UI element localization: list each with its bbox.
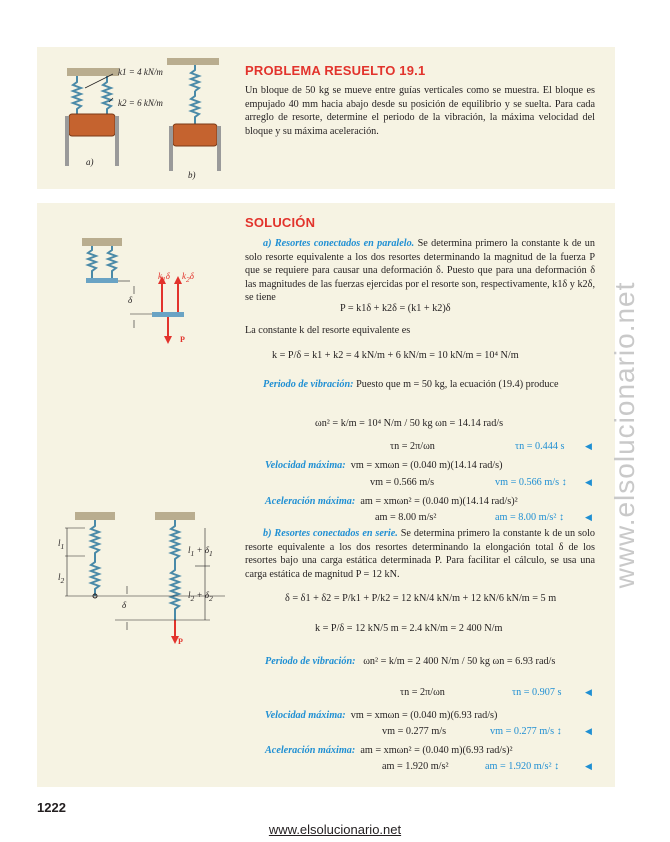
- problem-text: Un bloque de 50 kg se mueve entre guías verticales como se muestra. El bloque es empujado 40 mm hacia abajo desde su posición de equilibrio y se suelta. Para cada arreglo de resorte, determine el periodo de la vibración, la máxima velocidad del bloque y su máxima aceleración.: [245, 85, 595, 137]
- l1-delta1-label: $l_1 + \delta_1$: [188, 545, 213, 558]
- ans-a-tau: τn = 0.444 s: [515, 441, 565, 452]
- period-label-a: Periodo de vibración:: [263, 379, 354, 390]
- eq-b-k: k = P/δ = 12 kN/5 m = 2.4 kN/m = 2 400 N/m: [315, 623, 503, 634]
- part-b-heading: b) Resortes conectados en serie.: [263, 528, 398, 539]
- acc-label-b: Aceleración máxima:: [265, 745, 356, 756]
- eq-b-vm1: vm = xmωn = (0.040 m)(6.93 rad/s): [350, 710, 498, 721]
- vel-row-b: [265, 710, 497, 721]
- part-a-const-text: La constante k del resorte equivalente es: [245, 325, 411, 336]
- force-p-label-b: P: [178, 637, 183, 646]
- acc-row-a: [265, 496, 518, 507]
- l1-label: $l_1$: [58, 538, 65, 551]
- l2-label: $l_2$: [58, 572, 65, 585]
- fig-a-label: a): [86, 157, 94, 167]
- l2-delta2-label: $l_2 + \delta_2$: [188, 590, 213, 603]
- answer-marker-icon: ◀: [585, 726, 592, 736]
- eq-parallel-k: k = P/δ = k1 + k2 = 4 kN/m + 6 kN/m = 10 kN/m = 10⁴ N/m: [272, 350, 519, 361]
- eq-parallel-force: P = k1δ + k2δ = (k1 + k2)δ: [340, 303, 451, 314]
- part-a-heading: a) Resortes conectados en paralelo.: [263, 238, 415, 249]
- ans-a-vm: vm = 0.566 m/s ↕: [495, 477, 567, 488]
- eq-b-delta: δ = δ1 + δ2 = P/k1 + P/k2 = 12 kN/4 kN/m + 12 kN/6 kN/m = 5 m: [285, 593, 557, 604]
- answer-marker-icon: ◀: [585, 477, 592, 487]
- answer-marker-icon: ◀: [585, 512, 592, 522]
- force-k1-delta-label: $k_1\delta$: [158, 271, 170, 284]
- ans-b-vm: vm = 0.277 m/s ↕: [490, 726, 562, 737]
- acc-row-b: [265, 745, 513, 756]
- part-a-period-intro: [245, 378, 595, 392]
- solution-title: SOLUCIÓN: [245, 215, 316, 230]
- force-p-label-a: P: [180, 335, 185, 344]
- delta-label-b: δ: [122, 600, 127, 610]
- eq-a-wn: ωn² = k/m = 10⁴ N/m / 50 kg ωn = 14.14 rad/s: [315, 418, 504, 429]
- period-label-b: Periodo de vibración:: [265, 656, 356, 667]
- period-row-b: [265, 656, 555, 667]
- footer-link[interactable]: www.elsolucionario.net: [268, 822, 402, 837]
- page-number: 1222: [37, 800, 66, 815]
- eq-a-vm1: vm = xmωn = (0.040 m)(14.14 rad/s): [350, 460, 503, 471]
- delta-label-a: δ: [128, 295, 133, 305]
- series-spring-figure: [55, 510, 225, 650]
- eq-b-vm2: vm = 0.277 m/s: [382, 726, 447, 737]
- part-b-intro-text: Se determina primero la constante k de un solo resorte equivalente a los dos resortes determinando la elongación total δ de los resortes bajo una carga estática determinada P. Para facilitar el cálculo, se usa una carga estática de magnitud P = 12 kN.: [245, 528, 596, 580]
- part-b-intro: [245, 527, 595, 581]
- vel-row-a: [265, 460, 503, 471]
- eq-b-tau: τn = 2π/ωn: [400, 687, 445, 698]
- part-a-period-text: Puesto que m = 50 kg, la ecuación (19.4) produce: [356, 379, 559, 390]
- eq-a-am1: am = xmωn² = (0.040 m)(14.14 rad/s)²: [360, 496, 518, 507]
- answer-marker-icon: ◀: [585, 687, 592, 697]
- vel-label-b: Velocidad máxima:: [265, 710, 346, 721]
- answer-marker-icon: ◀: [585, 761, 592, 771]
- parallel-spring-figure: [70, 238, 210, 348]
- vel-label-a: Velocidad máxima:: [265, 460, 346, 471]
- acc-label-a: Aceleración máxima:: [265, 496, 356, 507]
- eq-a-tau: τn = 2π/ωn: [390, 441, 435, 452]
- ans-b-am: am = 1.920 m/s² ↕: [485, 761, 560, 772]
- problem-title: PROBLEMA RESUELTO 19.1: [245, 63, 426, 78]
- fig-k1-label: k1 = 4 kN/m: [118, 67, 163, 77]
- fig-b-label: b): [188, 170, 196, 180]
- eq-b-wn: ωn² = k/m = 2 400 N/m / 50 kg ωn = 6.93 rad/s: [363, 656, 556, 667]
- eq-a-am2: am = 8.00 m/s²: [375, 512, 437, 523]
- fig-k2-label: k2 = 6 kN/m: [118, 98, 163, 108]
- ans-a-am: am = 8.00 m/s² ↕: [495, 512, 565, 523]
- part-a-intro: [245, 237, 595, 305]
- force-k2-delta-label: $k_2\delta$: [182, 271, 194, 284]
- part-a-intro-text: Se determina primero la constante k de un solo resorte equivalente a los dos resortes determinando la magnitud de la fuerza P que se requiere para causar una deformación δ. Puesto que para una deformación δ las magnitudes de las fuerzas ejercidas por el resorte son, respectivamente, k1δ y k2δ, se tiene: [245, 238, 595, 303]
- eq-a-vm2: vm = 0.566 m/s: [370, 477, 435, 488]
- watermark: www.elsolucionario.net: [609, 281, 640, 589]
- eq-b-am1: am = xmωn² = (0.040 m)(6.93 rad/s)²: [360, 745, 513, 756]
- ans-b-tau: τn = 0.907 s: [512, 687, 562, 698]
- answer-marker-icon: ◀: [585, 441, 592, 451]
- eq-b-am2: am = 1.920 m/s²: [382, 761, 449, 772]
